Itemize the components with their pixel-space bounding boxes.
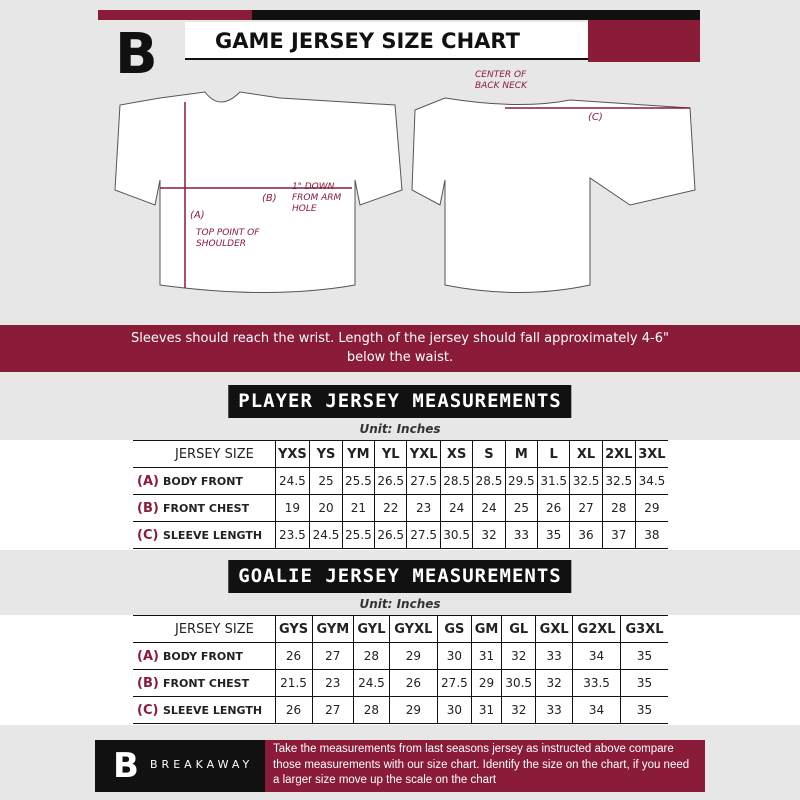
size-header: GYL [354,616,390,643]
table-cell: 35 [621,643,668,670]
table-cell: 20 [310,495,342,522]
table-cell: 33 [505,522,537,549]
size-header: 3XL [635,441,668,468]
size-header: S [473,441,505,468]
table-cell: 27 [570,495,602,522]
banner-text: Sleeves should reach the wrist. Length of the jersey should fall approximately 4-6" below the waist. [131,331,669,365]
table-header-row [133,441,668,468]
table-cell: 30 [437,643,471,670]
table-cell: 24 [440,495,472,522]
page-title: GAME JERSEY SIZE CHART [185,22,588,60]
table-cell: 32 [502,643,536,670]
table-cell: 27 [312,697,353,724]
header-label: JERSEY SIZE [175,621,254,637]
row-label [133,522,275,549]
table-row [133,495,668,522]
table-cell: 33.5 [573,670,621,697]
table-cell: 23 [312,670,353,697]
size-header: XL [570,441,602,468]
table-row [133,522,668,549]
table-cell: 24.5 [354,670,390,697]
table-row [133,468,668,495]
table-cell: 26 [275,697,312,724]
table-cell: 38 [635,522,668,549]
table-cell: 28.5 [440,468,472,495]
header-label: JERSEY SIZE [175,446,254,462]
table-cell: 31.5 [538,468,570,495]
table-cell: 34 [573,643,621,670]
table-cell: 23.5 [275,522,310,549]
table-cell: 32.5 [570,468,602,495]
table-cell: 37 [602,522,635,549]
table-cell: 26 [389,670,437,697]
back-jersey [412,98,695,293]
table-cell: 26.5 [375,468,407,495]
jersey-diagram [0,60,800,300]
table-cell: 24 [473,495,505,522]
label-a: (A) [190,210,205,221]
table-cell: 29 [389,697,437,724]
table-cell: 31 [471,697,501,724]
table-cell: 33 [536,643,573,670]
row-label [133,495,275,522]
table-cell: 32 [473,522,505,549]
table-cell: 26 [538,495,570,522]
footer-logo-block [95,740,265,792]
table-cell: 27 [312,643,353,670]
table-cell: 21.5 [275,670,312,697]
label-c: (C) [588,112,603,123]
table-cell: 36 [570,522,602,549]
row-label [133,643,275,670]
footer-logo-mark: B [113,746,139,786]
row-letter: (B) [137,500,159,516]
table-cell: 28 [602,495,635,522]
table-cell: 25 [505,495,537,522]
size-header: L [538,441,570,468]
table-cell: 23 [407,495,441,522]
table-cell: 24.5 [310,522,342,549]
row-label [133,468,275,495]
top-point-note: TOP POINT OF SHOULDER [196,228,260,249]
size-header: YM [342,441,374,468]
table-cell: 30.5 [502,670,536,697]
size-header: G3XL [621,616,668,643]
row-letter: (C) [137,527,159,543]
row-label-text: SLEEVE LENGTH [163,703,263,717]
footer-instructions: Take the measurements from last seasons jersey as instructed above compare those measurements with our size chart. Identify the size on the chart, if you need a larger size move up the scale on the chart [265,740,705,792]
row-label-text: BODY FRONT [163,474,243,488]
row-letter: (A) [137,648,159,664]
table-cell: 34.5 [635,468,668,495]
top-accent-bar [98,10,252,20]
table-cell: 34 [573,697,621,724]
table-cell: 22 [375,495,407,522]
table-row [133,643,668,670]
table-cell: 28 [354,697,390,724]
table-cell: 35 [621,670,668,697]
table-cell: 27.5 [437,670,471,697]
table-cell: 24.5 [275,468,310,495]
table-cell: 35 [538,522,570,549]
table-cell: 32 [502,697,536,724]
size-header: YXL [407,441,441,468]
table-cell: 26 [275,643,312,670]
fit-instructions-banner [0,325,800,372]
row-letter: (C) [137,702,159,718]
table-cell: 31 [471,643,501,670]
table-cell: 28.5 [473,468,505,495]
label-b: (B) [262,193,277,204]
table-cell: 30 [437,697,471,724]
goalie-section-title: GOALIE JERSEY MEASUREMENTS [228,560,571,593]
table-cell: 21 [342,495,374,522]
front-jersey [115,92,402,293]
table-cell: 27.5 [407,468,441,495]
row-label-text: FRONT CHEST [163,676,250,690]
table-cell: 27.5 [407,522,441,549]
size-header: 2XL [602,441,635,468]
size-header: GYXL [389,616,437,643]
table-header-row [133,616,668,643]
table-cell: 29 [389,643,437,670]
size-header: GYM [312,616,353,643]
size-header: G2XL [573,616,621,643]
table-cell: 25 [310,468,342,495]
table-cell: 28 [354,643,390,670]
row-letter: (B) [137,675,159,691]
arm-hole-note: 1" DOWN FROM ARM HOLE [292,182,342,214]
size-header: GS [437,616,471,643]
row-label-text: FRONT CHEST [163,501,250,515]
table-cell: 33 [536,697,573,724]
size-header: YS [310,441,342,468]
player-size-table [133,440,668,549]
table-cell: 29 [635,495,668,522]
top-black-bar [252,10,700,20]
row-label [133,697,275,724]
size-header: YXS [275,441,310,468]
row-letter: (A) [137,473,159,489]
header-accent-block [588,20,700,62]
table-cell: 25.5 [342,468,374,495]
size-header: GXL [536,616,573,643]
table-cell: 25.5 [342,522,374,549]
goalie-size-table [133,615,668,724]
table-cell: 29 [471,670,501,697]
size-header: GL [502,616,536,643]
player-section-title: PLAYER JERSEY MEASUREMENTS [228,385,571,418]
size-header: YL [375,441,407,468]
table-cell: 26.5 [375,522,407,549]
goalie-unit: Unit: Inches [359,597,441,611]
size-header: XS [440,441,472,468]
table-cell: 32 [536,670,573,697]
brand-logo: B [115,22,158,87]
row-label-text: BODY FRONT [163,649,243,663]
table-cell: 32.5 [602,468,635,495]
table-row [133,670,668,697]
table-cell: 19 [275,495,310,522]
table-cell: 29.5 [505,468,537,495]
table-row [133,697,668,724]
size-header: GM [471,616,501,643]
center-back-neck-note: CENTER OF BACK NECK [475,70,527,91]
row-label [133,670,275,697]
table-cell: 35 [621,697,668,724]
player-unit: Unit: Inches [359,422,441,436]
footer-brand-name: BREAKAWAY [150,758,254,771]
row-label-text: SLEEVE LENGTH [163,528,263,542]
size-header: GYS [275,616,312,643]
size-header: M [505,441,537,468]
table-cell: 30.5 [440,522,472,549]
